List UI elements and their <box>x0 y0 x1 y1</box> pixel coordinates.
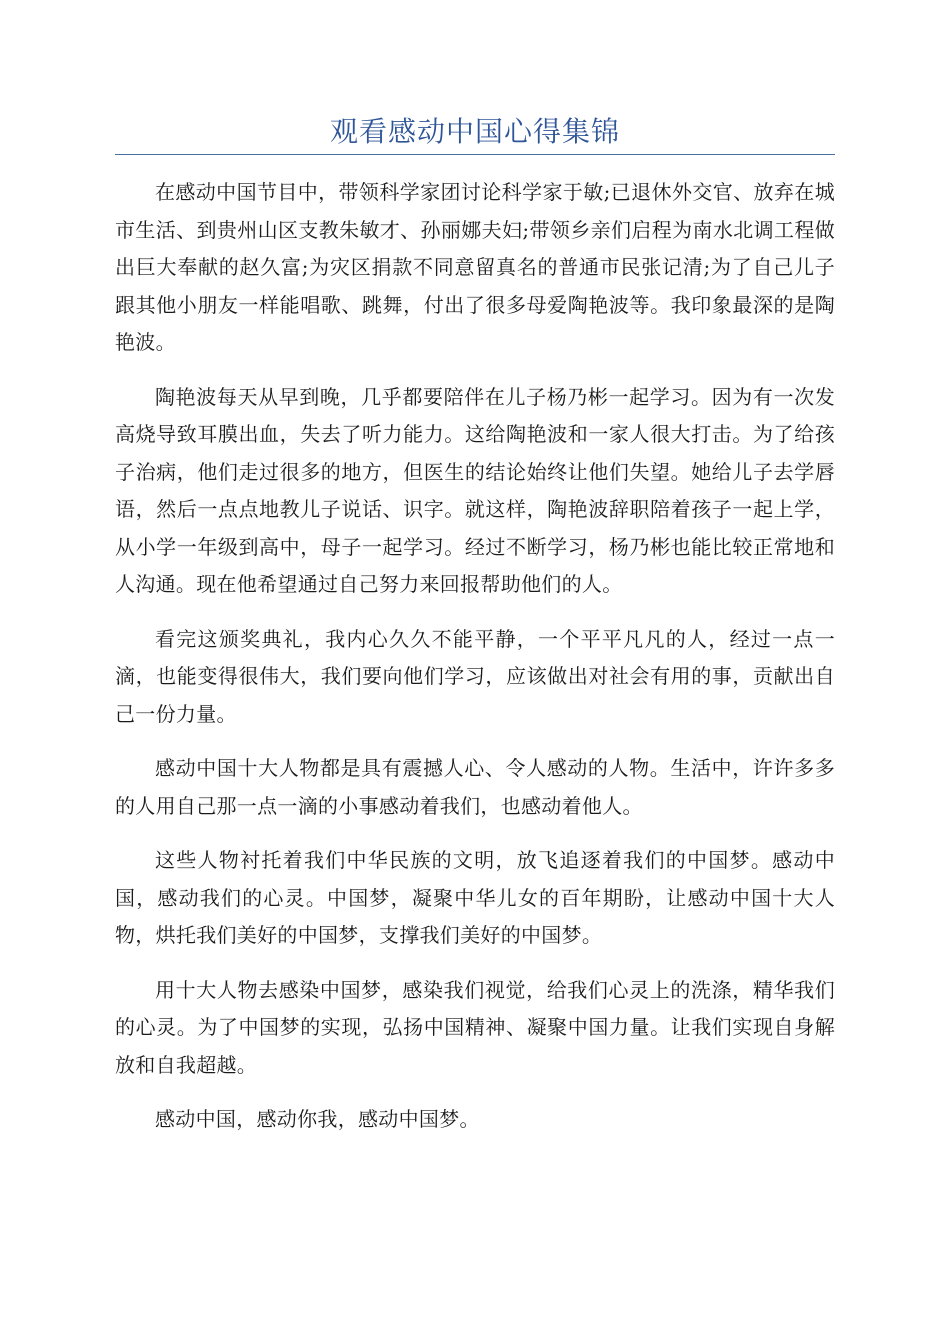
title-block <box>115 112 835 155</box>
document-body <box>115 174 835 1156</box>
paragraph-2: 陶艳波每天从早到晚，几乎都要陪伴在儿子杨乃彬一起学习。因为有一次发高烧导致耳膜出血，失去了听力能力。这给陶艳波和一家人很大打击。为了给孩子治病，他们走过很多的地方，但医生的结论始终让他们失望。她给儿子去学唇语，然后一点点地教儿子说话、识字。就这样，陶艳波辞职陪着孩子一起上学，从小学一年级到高中，母子一起学习。经过不断学习，杨乃彬也能比较正常地和人沟通。现在他希望通过自己努力来回报帮助他们的人。 <box>115 384 835 596</box>
paragraph-1: 在感动中国节目中，带领科学家团讨论科学家于敏;已退休外交官、放弃在城市生活、到贵州山区支教朱敏才、孙丽娜夫妇;带领乡亲们启程为南水北调工程做出巨大奉献的赵久富;为灾区捐款不同意留真名的普通市民张记清;为了自己儿子跟其他小朋友一样能唱歌、跳舞，付出了很多母爱陶艳波等。我印象最深的是陶艳波。 <box>115 180 835 354</box>
document-title: 观看感动中国心得集锦 <box>329 115 620 148</box>
paragraph-6: 用十大人物去感染中国梦，感染我们视觉，给我们心灵上的洗涤，精华我们的心灵。为了中国梦的实现，弘扬中国精神、凝聚中国力量。让我们实现自身解放和自我超越。 <box>115 977 835 1077</box>
paragraph-5: 这些人物衬托着我们中华民族的文明，放飞追逐着我们的中国梦。感动中国，感动我们的心灵。中国梦，凝聚中华儿女的百年期盼，让感动中国十大人物，烘托我们美好的中国梦，支撑我们美好的中国梦。 <box>115 848 835 947</box>
paragraph-4: 感动中国十大人物都是具有震撼人心、令人感动的人物。生活中，许许多多的人用自己那一点一滴的小事感动着我们，也感动着他人。 <box>115 756 835 818</box>
title-underline <box>115 154 835 155</box>
paragraph-7: 感动中国，感动你我，感动中国梦。 <box>155 1107 480 1131</box>
paragraph-3: 看完这颁奖典礼，我内心久久不能平静，一个平平凡凡的人，经过一点一滴，也能变得很伟大，我们要向他们学习，应该做出对社会有用的事，贡献出自己一份力量。 <box>115 626 835 726</box>
